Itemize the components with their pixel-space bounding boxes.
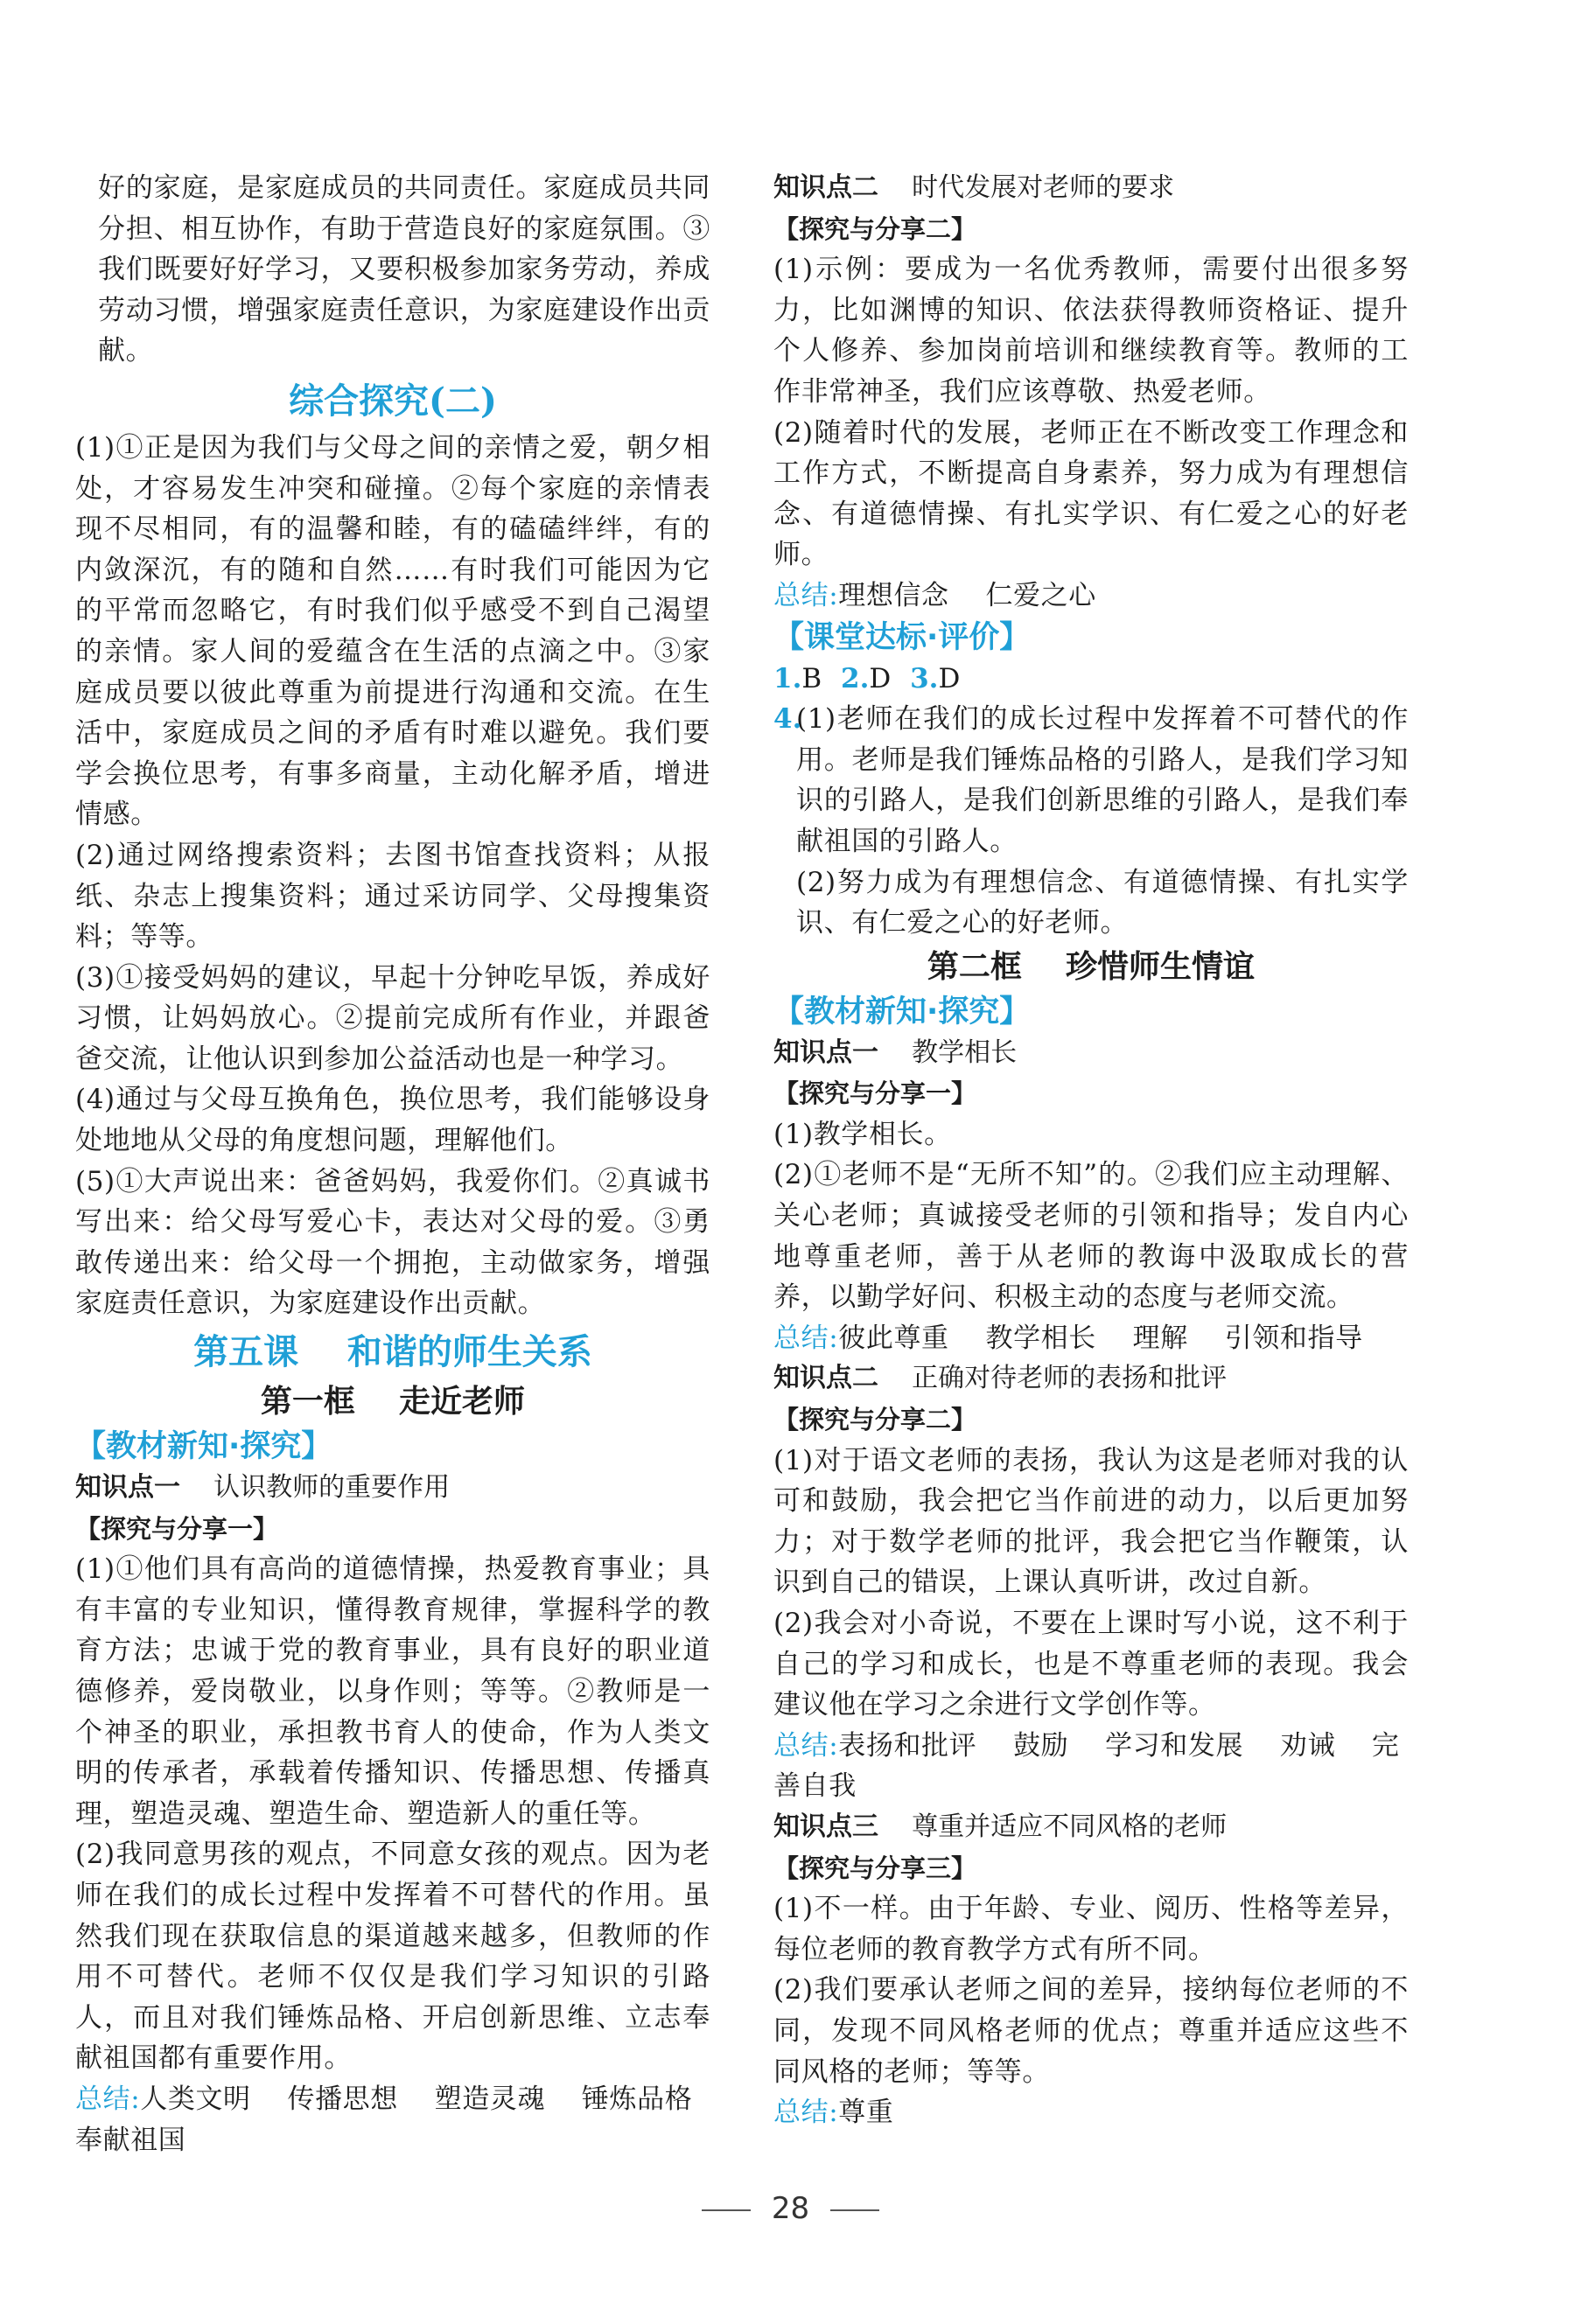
knowledge-point-text: 教学相长: [912, 1036, 1018, 1068]
summary-label: 总结:: [773, 579, 839, 611]
knowledge-point-label: 知识点三: [773, 1811, 878, 1842]
knowledge-point-heading: [773, 1033, 1409, 1074]
explore-heading: 【探究与分享一】: [773, 1078, 977, 1109]
summary-line: [773, 576, 1409, 617]
lesson-title: 第五课 和谐的师生关系: [193, 1331, 592, 1373]
answer-value: D: [869, 662, 892, 694]
explore-heading: 【探究与分享二】: [773, 213, 977, 244]
explore-answer-1: (1)不一样。由于年龄、专业、阅历、性格等差异，每位老师的教育教学方式有所不同。: [773, 1893, 1409, 1965]
summary-label: 总结:: [75, 2083, 141, 2115]
knowledge-point-label: 知识点二: [773, 1363, 878, 1394]
answer-number: 3.: [910, 662, 939, 694]
knowledge-point-heading: [773, 168, 1409, 209]
answer-number: 2.: [841, 662, 870, 694]
frame-title: 第二框 珍惜师生情谊: [927, 948, 1256, 985]
knowledge-point-label: 知识点二: [773, 172, 878, 203]
explore-answer-2: (2)①老师不是“无所不知”的。②我们应主动理解、关心老师；真诚接受老师的引领和指导；发自内心地尊重老师，善于从老师的教诲中汲取成长的营养，以勤学好问、积极主动的态度与老师交流。: [773, 1159, 1409, 1314]
footer-dash-left: [702, 2209, 751, 2211]
answer-number: 1.: [773, 662, 802, 694]
knowledge-point-heading: [773, 1807, 1409, 1848]
footer-dash-right: [830, 2209, 879, 2211]
knowledge-point-heading: [773, 1358, 1409, 1399]
summary-line: [773, 1318, 1409, 1359]
knowledge-point-text: 尊重并适应不同风格的老师: [912, 1811, 1228, 1842]
frame-title: 第一框 走近老师: [260, 1384, 526, 1420]
explore-answer-2: (2)我们要承认老师之间的差异，接纳每位老师的不同，发现不同风格老师的优点；尊重并适应这些不同风格的老师；等等。: [773, 1974, 1409, 2088]
question-4-answer-1: (1)老师在我们的成长过程中发挥着不可替代的作用。老师是我们锤炼品格的引路人，是我们学习知识的引路人，是我们创新思维的引路人，是我们奉献祖国的引路人。: [796, 703, 1409, 857]
question-4-answer-2: (2)努力成为有理想信念、有道德情操、有扎实学识、有仁爱之心的好老师。: [796, 866, 1409, 939]
section-heading: 【教材新知·探究】: [75, 1429, 332, 1465]
summary-text: 表扬和批评 鼓励 学习和发展 劝诫 完善自我: [773, 1729, 1400, 1803]
answer-value: D: [938, 662, 961, 694]
explore-answer-1: (1)①他们具有高尚的道德情操，热爱教育事业；具有丰富的专业知识，懂得教育规律，掌握科学的教育方法；忠诚于党的教育事业，具有良好的职业道德修养，爱岗敬业，以身作则；等等。②教师是一个神圣的职业，承担教书育人的使命，作为人类文明的传承者，承载着传播知识、传播思想、传播真理，塑造灵魂、塑造生命、塑造新人的重任等。: [75, 1553, 710, 1830]
explore-answer-2: (2)随着时代的发展，老师正在不断改变工作理念和工作方式，不断提高自身素养，努力成为有理想信念、有道德情操、有扎实学识、有仁爱之心的好老师。: [773, 416, 1409, 571]
summary-label: 总结:: [773, 1729, 839, 1762]
answer-value: B: [801, 662, 822, 694]
summary-label: 总结:: [773, 2097, 839, 2129]
comp-answer-2: (2)通过网络搜索资料；去图书馆查找资料；从报纸、杂志上搜集资料；通过采访同学、父母搜集资料；等等。: [75, 839, 710, 953]
knowledge-point-label: 知识点一: [75, 1472, 180, 1504]
explore-answer-1: (1)对于语文老师的表扬，我认为这是老师对我的认可和鼓励，我会把它当作前进的动力，以后更加努力；对于数学老师的批评，我会把它当作鞭策，认识到自己的错误，上课认真听讲，改过自新。: [773, 1444, 1409, 1599]
summary-line: [75, 2079, 710, 2160]
comp-answer-4: (4)通过与父母互换角色，换位思考，我们能够设身处地地从父母的角度想问题，理解他们。: [75, 1084, 710, 1157]
right-column: [773, 168, 1409, 2133]
choice-answers: [773, 659, 1409, 700]
knowledge-point-label: 知识点一: [773, 1036, 878, 1068]
comp-answer-5: (5)①大声说出来：爸爸妈妈，我爱你们。②真诚书写出来：给父母写爱心卡，表达对父母的爱。③勇敢传递出来：给父母一个拥抱，主动做家务，增强家庭责任意识，为家庭建设作出贡献。: [75, 1165, 710, 1320]
section-heading: 【教材新知·探究】: [773, 994, 1031, 1029]
page-number: 28: [771, 2191, 810, 2226]
summary-line: [773, 2092, 1409, 2133]
explore-answer-1: (1)示例：要成为一名优秀教师，需要付出很多努力，比如渊博的知识、依法获得教师资格证、提升个人修养、参加岗前培训和继续教育等。教师的工作非常神圣，我们应该尊敬、热爱老师。: [773, 254, 1409, 408]
summary-text: 尊重: [838, 2097, 894, 2129]
summary-line: [773, 1726, 1409, 1807]
explore-heading: 【探究与分享三】: [773, 1853, 977, 1883]
left-column: [75, 168, 710, 2160]
explore-heading: 【探究与分享一】: [75, 1513, 279, 1544]
explore-heading: 【探究与分享二】: [773, 1405, 977, 1435]
knowledge-point-text: 时代发展对老师的要求: [912, 172, 1175, 203]
knowledge-point-text: 正确对待老师的表扬和批评: [912, 1363, 1228, 1394]
explore-answer-2: (2)我同意男孩的观点，不同意女孩的观点。因为老师在我们的成长过程中发挥着不可替代的作用。虽然我们现在获取信息的渠道越来越多，但教师的作用不可替代。老师不仅仅是我们学习知识的引路人，而且对我们锤炼品格、开启创新思维、立志奉献祖国都有重要作用。: [75, 1839, 710, 2075]
question-number: 4.: [773, 703, 802, 736]
knowledge-point-heading: [75, 1468, 710, 1509]
summary-text: 彼此尊重 教学相长 理解 引领和指导: [838, 1322, 1363, 1354]
summary-text: 理想信念 仁爱之心: [838, 579, 1096, 611]
comp-answer-3: (3)①接受妈妈的建议，早起十分钟吃早饭，养成好习惯，让妈妈放心。②提前完成所有作业，并跟爸爸交流，让他认识到参加公益活动也是一种学习。: [75, 961, 710, 1075]
explore-answer-1: (1)教学相长。: [773, 1118, 952, 1150]
section-heading-evaluation: 【课堂达标·评价】: [773, 619, 1031, 655]
summary-label: 总结:: [773, 1322, 839, 1354]
comp-answer-1: (1)①正是因为我们与父母之间的亲情之爱，朝夕相处，才容易发生冲突和碰撞。②每个家庭的亲情表现不尽相同，有的温馨和睦，有的磕磕绊绊，有的内敛深沉，有的随和自然……有时我们可能因为它的平常而忽略它，有时我们似乎感受不到自己渴望的亲情。家人间的爱蕴含在生活的点滴之中。③家庭成员要以彼此尊重为前提进行沟通和交流。在生活中，家庭成员之间的矛盾有时难以避免。我们要学会换位思考，有事多商量，主动化解矛盾，增进情感。: [75, 431, 710, 831]
summary-text: 人类文明 传播思想 塑造灵魂 锤炼品格奉献祖国: [75, 2083, 693, 2156]
intro-paragraph: 好的家庭，是家庭成员的共同责任。家庭成员共同分担、相互协作，有助于营造良好的家庭氛围。③我们既要好好学习，又要积极参加家务劳动，养成劳动习惯，增强家庭责任意识，为家庭建设作出贡献。: [98, 172, 710, 367]
explore-answer-2: (2)我会对小奇说，不要在上课时写小说，这不利于自己的学习和成长，也是不尊重老师的表现。我会建议他在学习之余进行文学创作等。: [773, 1608, 1409, 1721]
comprehensive-inquiry-title: 综合探究(二): [289, 380, 497, 422]
page-footer: [0, 2191, 1581, 2226]
knowledge-point-text: 认识教师的重要作用: [213, 1472, 451, 1504]
question-4: [773, 699, 1409, 944]
